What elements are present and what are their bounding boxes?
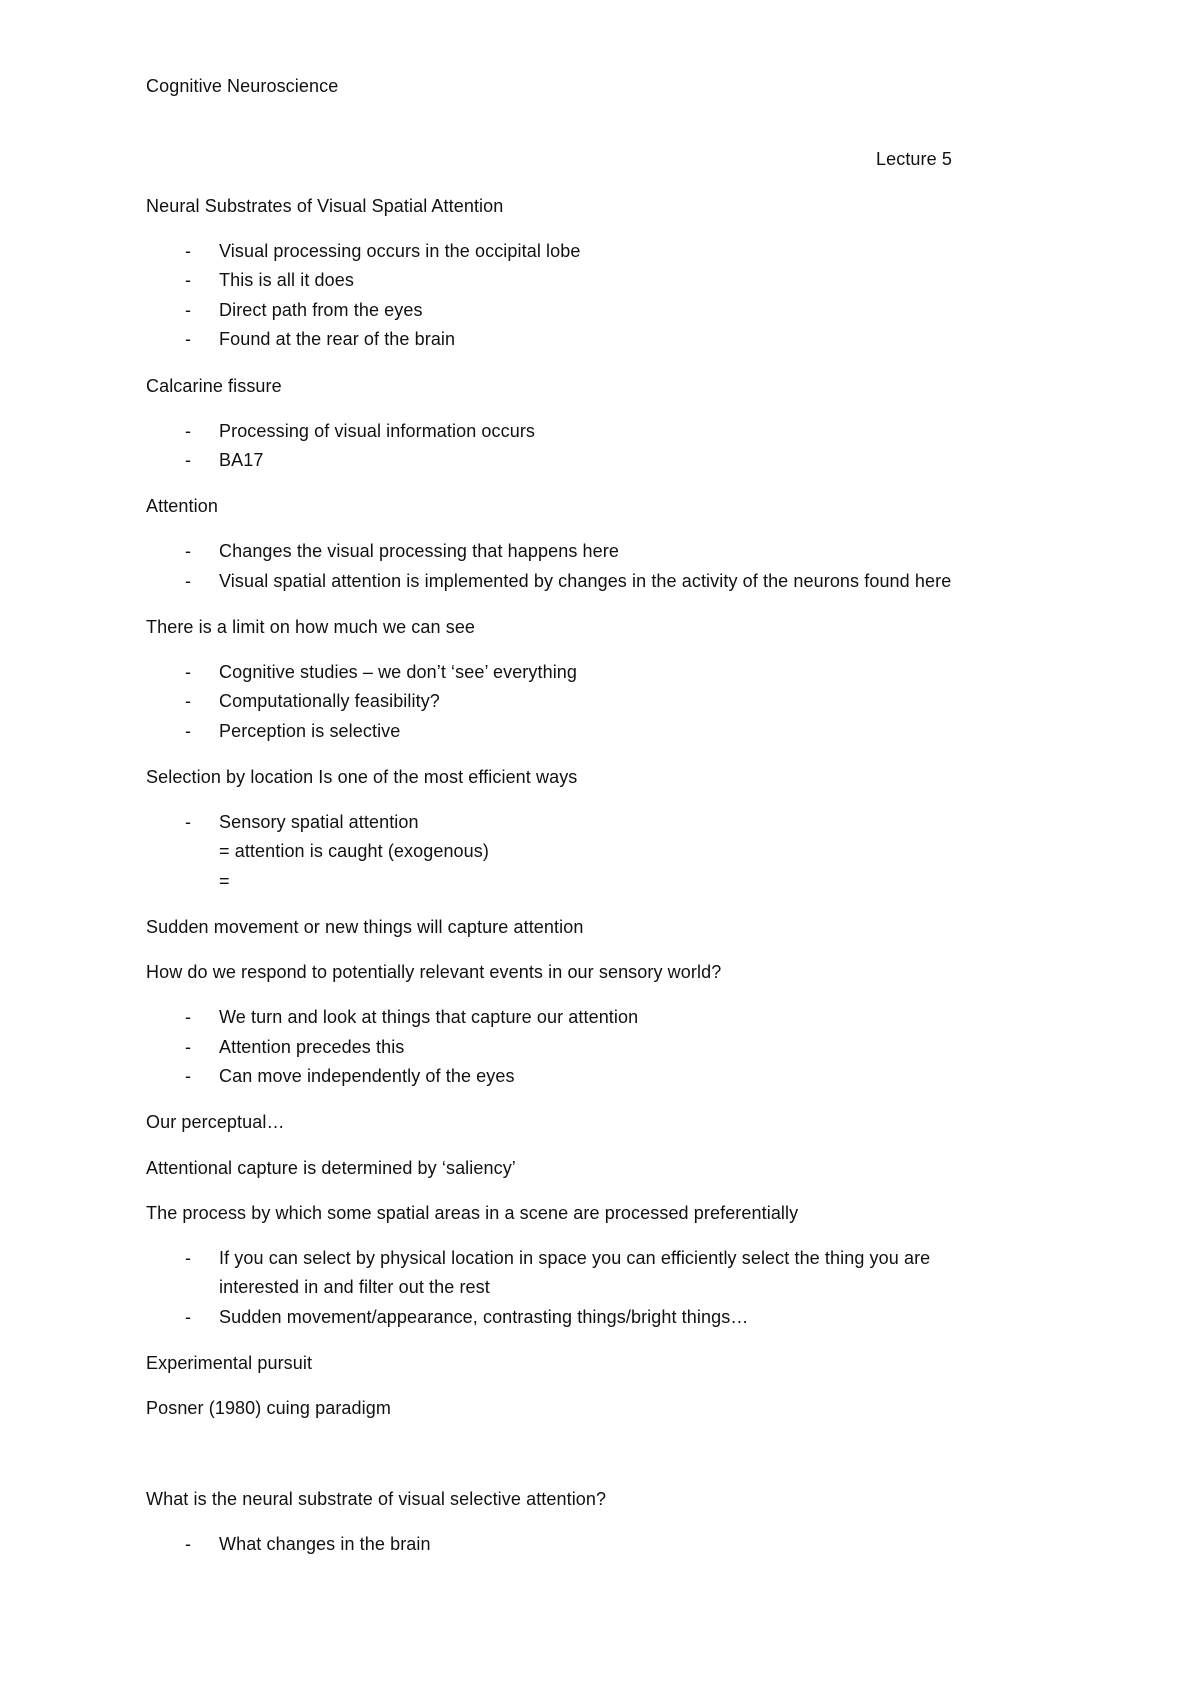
list-item: What changes in the brain — [219, 1534, 431, 1554]
section-heading: Calcarine fissure — [146, 376, 282, 396]
list-item: Direct path from the eyes — [219, 300, 423, 320]
section-heading: Attentional capture is determined by ‘saliency’ — [146, 1158, 516, 1178]
list-item: Processing of visual information occurs — [219, 421, 536, 441]
list-item: Visual spatial attention is implemented by changes in the activity of the neurons found here — [219, 571, 952, 591]
section-heading: Posner (1980) cuing paradigm — [146, 1398, 391, 1418]
list-item: Sensory spatial attention — [219, 812, 419, 832]
list-item: We turn and look at things that capture our attention — [219, 1007, 639, 1027]
bullet-dash: - — [185, 541, 192, 561]
list-item: Changes the visual processing that happens here — [219, 541, 619, 561]
list-item-continuation: = attention is caught (exogenous) — [219, 841, 489, 861]
section-heading: There is a limit on how much we can see — [146, 617, 476, 637]
bullet-dash: - — [185, 571, 192, 591]
list-item: Found at the rear of the brain — [219, 329, 456, 349]
bullet-dash: - — [185, 1066, 192, 1086]
lecture-label: Lecture 5 — [876, 149, 952, 169]
section-heading: The process by which some spatial areas in a scene are processed preferentially — [146, 1203, 799, 1223]
bullet-dash: - — [185, 1037, 192, 1057]
bullet-dash: - — [185, 691, 192, 711]
list-item: Attention precedes this — [219, 1037, 405, 1057]
course-title: Cognitive Neuroscience — [146, 76, 339, 96]
section-heading: Neural Substrates of Visual Spatial Attention — [146, 196, 504, 216]
bullet-dash: - — [185, 662, 192, 682]
list-item: Visual processing occurs in the occipital lobe — [219, 241, 581, 261]
bullet-dash: - — [185, 1534, 192, 1554]
list-item: Computationally feasibility? — [219, 691, 440, 711]
list-item: BA17 — [219, 450, 264, 470]
list-item-continuation: = — [219, 871, 230, 891]
list-item: Sudden movement/appearance, contrasting things/bright things… — [219, 1307, 749, 1327]
section-heading: Experimental pursuit — [146, 1353, 313, 1373]
bullet-dash: - — [185, 1007, 192, 1027]
bullet-dash: - — [185, 812, 192, 832]
section-heading: Selection by location Is one of the most efficient ways — [146, 767, 578, 787]
bullet-dash: - — [185, 450, 192, 470]
bullet-dash: - — [185, 270, 192, 290]
list-item-continuation: interested in and filter out the rest — [219, 1277, 490, 1297]
list-item: Perception is selective — [219, 721, 401, 741]
section-heading: What is the neural substrate of visual selective attention? — [146, 1489, 607, 1509]
bullet-dash: - — [185, 241, 192, 261]
section-heading: Attention — [146, 496, 218, 516]
list-item: This is all it does — [219, 270, 354, 290]
bullet-dash: - — [185, 1248, 192, 1268]
section-heading: Sudden movement or new things will capture attention — [146, 917, 584, 937]
bullet-dash: - — [185, 721, 192, 741]
bullet-dash: - — [185, 421, 192, 441]
bullet-dash: - — [185, 329, 192, 349]
bullet-dash: - — [185, 300, 192, 320]
section-heading: Our perceptual… — [146, 1112, 285, 1132]
list-item: If you can select by physical location in space you can efficiently select the thing you are — [219, 1248, 931, 1268]
list-item: Can move independently of the eyes — [219, 1066, 515, 1086]
list-item: Cognitive studies – we don’t ‘see’ everything — [219, 662, 578, 682]
bullet-dash: - — [185, 1307, 192, 1327]
section-heading: How do we respond to potentially relevant events in our sensory world? — [146, 962, 722, 982]
